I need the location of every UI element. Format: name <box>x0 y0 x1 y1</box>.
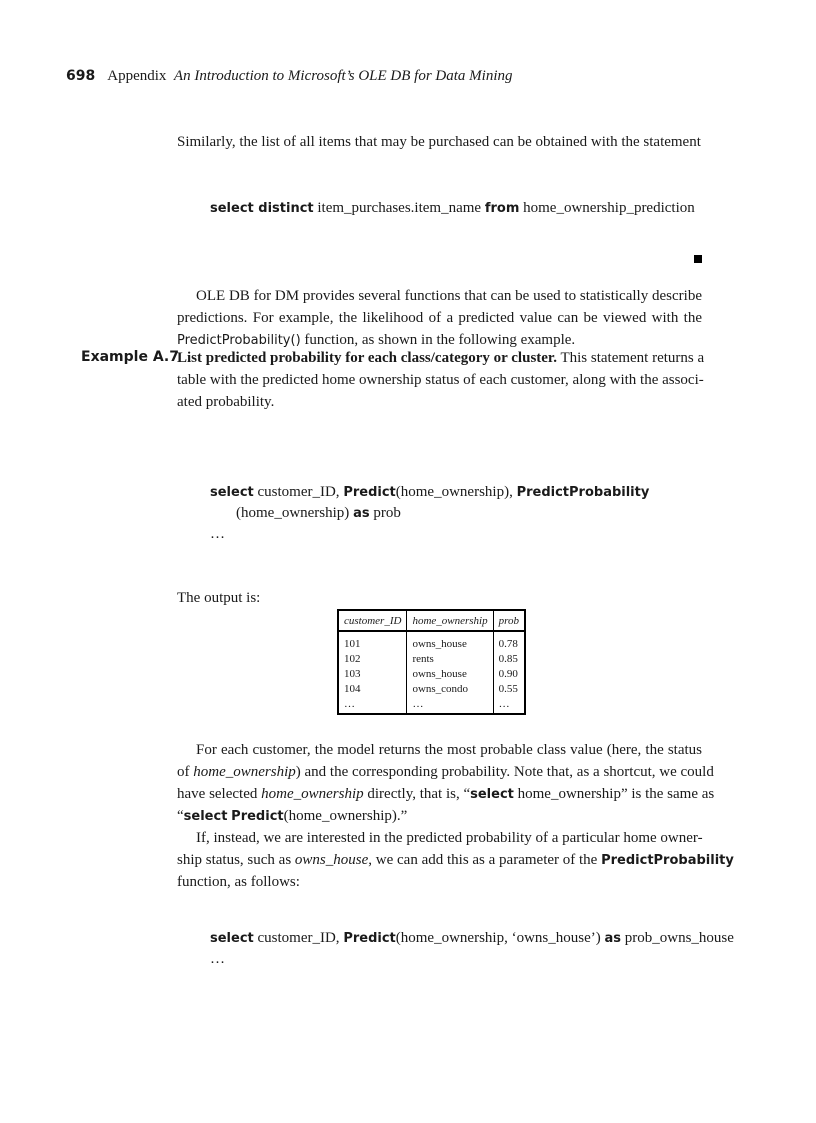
column-header-prob: prob <box>493 610 525 631</box>
paragraph-each-customer: For each customer, the model returns the most probable class value (here, the status of home_ownership) and the corresponding probability. Note that, as a shortcut, we could have selected home_ownership directly, that is, “select home_ownership” is the same as “select Predict(home_ownership).” <box>177 742 715 824</box>
paragraph-functions: OLE DB for DM provides several functions that can be used to statistically describe predictions. For example, the likelihood of a predicted value can be viewed with the PredictProbability() function, as shown in the following example. <box>177 288 702 348</box>
keyword-predictprobability: PredictProbability() <box>177 333 301 348</box>
table-row: 102 rents 0.85 <box>338 652 525 667</box>
page-number: 698 <box>66 68 96 84</box>
table-row: … … … <box>338 697 525 714</box>
paragraph-items-list: Similarly, the list of all items that may be purchased can be obtained with the statement <box>177 134 701 150</box>
example-label: Example A.7 <box>81 349 179 365</box>
section-label: Appendix <box>107 68 167 84</box>
code-predict-owns-house: select customer_ID, Predict(home_ownership, ‘owns_house’) as prob_owns_house … <box>210 930 734 967</box>
running-head <box>66 68 513 85</box>
chapter-title: An Introduction to Microsoft’s OLE DB for Data Mining <box>173 68 513 84</box>
table-header-row <box>338 610 525 631</box>
example-body: List predicted probability for each class/category or cluster. This statement returns a table with the predicted home ownership status of each customer, along with the associ- ated probability. <box>177 350 705 410</box>
column-header-home-ownership: home_ownership <box>407 610 493 631</box>
code-select-distinct: select distinct item_purchases.item_name from home_ownership_prediction <box>210 200 695 216</box>
keyword-select-distinct: select distinct <box>210 201 314 216</box>
example-heading: List predicted probability for each class/category or cluster. <box>177 350 557 366</box>
keyword-from: from <box>484 201 520 216</box>
output-label: The output is: <box>177 590 261 606</box>
column-header-customer-id: customer_ID <box>338 610 407 631</box>
output-table <box>337 609 526 715</box>
end-of-example-marker <box>694 255 702 263</box>
table-row: 104 owns_condo 0.55 <box>338 682 525 697</box>
code-predict-probability: select customer_ID, Predict(home_ownership), PredictProbability (home_ownership) as prob … <box>210 484 650 542</box>
table-row: 101 owns_house 0.78 <box>338 631 525 652</box>
paragraph-instead: If, instead, we are interested in the predicted probability of a particular home owner- ship status, such as owns_house, we can add this as a parameter of the PredictProbability function, as follows: <box>177 830 734 890</box>
table-row: 103 owns_house 0.90 <box>338 667 525 682</box>
